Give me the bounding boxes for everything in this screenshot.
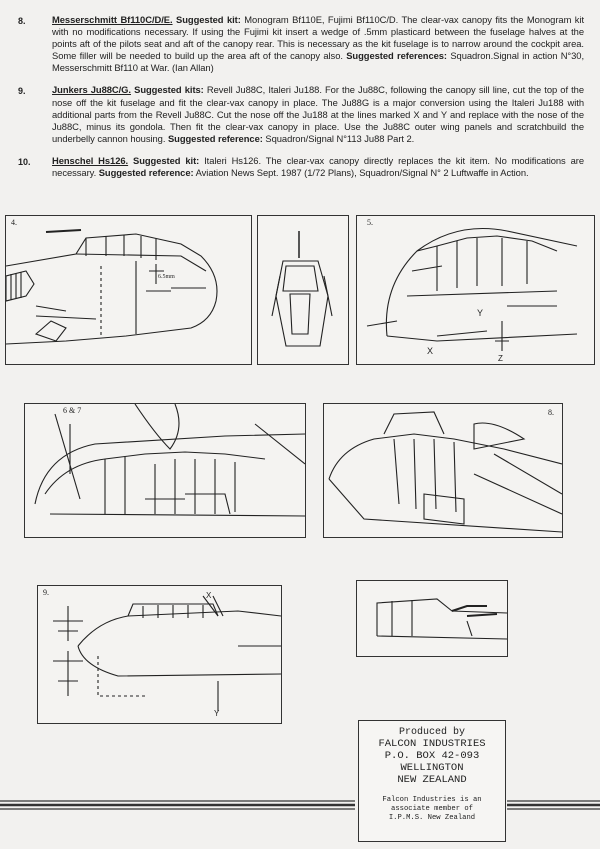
po-box: P.O. BOX 42-093	[384, 750, 480, 762]
entry-title: Messerschmitt Bf110C/D/E.	[52, 14, 173, 25]
entry-number: 8.	[18, 16, 26, 26]
figure-label: 5.	[367, 218, 373, 227]
entry-text	[52, 14, 584, 74]
kit-label: Suggested kits:	[134, 84, 204, 96]
hs126-canopy-drawing	[357, 581, 507, 656]
bf110-canopy-drawing	[6, 216, 251, 364]
entry-ju88	[18, 84, 584, 144]
figure-label: 6 & 7	[63, 406, 82, 415]
association-line: I.P.M.S. New Zealand	[388, 814, 476, 822]
entry-title: Henschel Hs126.	[52, 154, 129, 166]
marker-y: Y	[477, 308, 484, 318]
figure-front-view	[257, 215, 349, 365]
entry-number: 9.	[18, 86, 26, 97]
city: WELLINGTON	[400, 762, 464, 774]
figure-5-ju88c-nose	[356, 215, 595, 365]
ref-text: Squadron/Signal N°113 Ju88 Part 2.	[265, 132, 415, 144]
kit-text: Italeri Hs126. The clear-vax canopy directly replaces the kit item. No modifications are necessary.	[52, 154, 584, 179]
ref-label: Suggested reference:	[98, 167, 194, 179]
canopy-front-drawing	[258, 216, 348, 364]
kit-label: Suggested kit:	[133, 154, 200, 166]
entry-text	[52, 84, 584, 144]
dimension-label: 6.5mm	[158, 274, 175, 280]
kit-text: Monogram Bf110E, Fujimi Bf110C/D. The clear-vax canopy fits the Monogram kit with no modifications necessary. If using the Fujimi kit insert a wedge of .5mm plasticard between the fuselage halves at the points aft of the pilots seat and aft of the canopy rear. This is necessary as the kit fuselage is to narrow around the cockpit area. Some filler will be needed to build up the area aft of the canopy also.	[52, 14, 585, 62]
ju88c-nose-drawing	[357, 216, 594, 364]
ref-label: Suggested references:	[346, 50, 448, 62]
produced-by: Produced by	[398, 727, 465, 738]
ju88g-drawing	[324, 404, 562, 537]
figure-label: 9.	[43, 588, 49, 597]
figure-hs126-canopy	[356, 580, 508, 657]
figure-9-ju88-nose	[37, 585, 282, 724]
marker-x: X	[206, 591, 212, 600]
figure-4-bf110-nose	[5, 215, 252, 365]
entry-number: 10.	[18, 156, 31, 167]
figure-8-ju88g	[323, 403, 563, 538]
kit-label: Suggested kit:	[176, 14, 241, 25]
company-name: FALCON INDUSTRIES	[378, 738, 486, 750]
ref-text: Squadron.Signal in action N°30, Messerschmitt Bf110 at War. (Ian Allan)	[52, 50, 585, 74]
kit-text: Revell Ju88C, Italeri Ju188. For the Ju88C, following the canopy sill line, cut the top of the nose off the kit fuselage and fit the clear-vax canopy in place. The Ju88G is a major conversion using the Italeri Ju188 with additional parts from the Revell Ju88C. Cut the nose off the Ju188 at the lines marked X and Y and replace with the nose of the Ju88C, minus its gondola. Then fit the clear-vax canopy in place. Use the Ju88C outer wing panels and scratchbuild the underbelly cannon housing.	[52, 84, 585, 144]
bottom-rule	[0, 797, 600, 817]
ref-text: Aviation News Sept. 1987 (1/72 Plans), Squadron/Signal N° 2 Luftwaffe in Action.	[195, 167, 529, 179]
entries-list	[18, 14, 584, 189]
ref-label: Suggested reference:	[167, 132, 263, 144]
figure-label: 4.	[11, 218, 17, 227]
entry-hs126	[18, 155, 584, 179]
marker-z: Z	[498, 354, 503, 363]
entry-bf110	[18, 14, 584, 74]
association-line: associate member of	[391, 805, 473, 813]
marker-y: Y	[214, 709, 220, 718]
marker-x: X	[427, 346, 434, 356]
figure-6-7-ju88-cockpit	[24, 403, 306, 538]
ju88-cockpit-drawing	[25, 404, 305, 537]
ju88-nose-radar-drawing	[38, 586, 281, 723]
entry-text	[52, 155, 584, 179]
country: NEW ZEALAND	[397, 774, 467, 786]
figure-label: 8.	[548, 408, 554, 417]
producer-box	[358, 720, 506, 842]
entry-title: Junkers Ju88C/G.	[52, 84, 131, 96]
association-line: Falcon Industries is an	[382, 796, 482, 804]
